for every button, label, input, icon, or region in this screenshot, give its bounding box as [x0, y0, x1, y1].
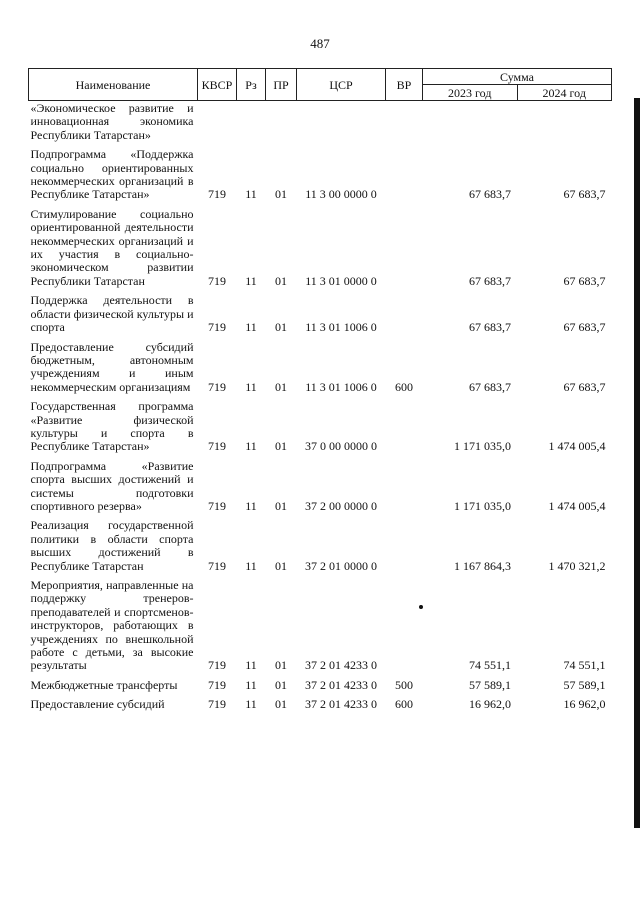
- row-rz: 11: [245, 697, 257, 712]
- row-pr: 01: [275, 273, 287, 288]
- header-pr: ПР: [266, 69, 297, 101]
- row-sum-2023: [423, 101, 518, 149]
- budget-table-container: [28, 68, 612, 718]
- row-sum-2023: 16 962,0: [469, 697, 511, 712]
- table-row: [29, 400, 612, 460]
- row-vr: 600: [395, 697, 413, 712]
- row-vr: [386, 101, 423, 149]
- row-name: Государственная программа «Развитие физической культуры и спорта в Республике Татарстан»: [30, 399, 194, 454]
- row-pr: 01: [275, 320, 287, 335]
- row-sum-2024: 67 683,7: [563, 320, 606, 335]
- row-vr: 600: [395, 379, 413, 394]
- row-name: Межбюджетные трансферты: [30, 677, 178, 692]
- row-sum-2024: 67 683,7: [563, 187, 606, 202]
- row-csr: 37 2 01 0000 0: [305, 558, 377, 573]
- row-sum-2023: 67 683,7: [469, 379, 511, 394]
- row-vr: [386, 148, 423, 208]
- row-rz: 11: [245, 558, 257, 573]
- header-vr: ВР: [386, 69, 423, 101]
- row-sum-2024: 67 683,7: [563, 273, 606, 288]
- row-name: Поддержка деятельности в области физической культуры и спорта: [30, 293, 194, 335]
- table-row: [29, 460, 612, 520]
- row-vr: 500: [395, 677, 413, 692]
- header-kvsr: КВСР: [198, 69, 237, 101]
- header-2024: 2024 год: [517, 85, 612, 101]
- row-pr: [266, 101, 297, 149]
- budget-table: [28, 68, 612, 718]
- row-name: Предоставление субсидий бюджетным, автономным учреждениям и иным некоммерческим организациям: [30, 339, 194, 394]
- row-kvsr: 719: [208, 320, 226, 335]
- table-row: [29, 579, 612, 679]
- row-sum-2024: 1 470 321,2: [548, 558, 606, 573]
- row-kvsr: 719: [208, 439, 226, 454]
- row-vr: [386, 400, 423, 460]
- row-rz: 11: [245, 658, 257, 673]
- row-csr: 11 3 01 1006 0: [305, 379, 377, 394]
- row-sum-2023: 67 683,7: [469, 187, 511, 202]
- row-pr: 01: [275, 697, 287, 712]
- row-pr: 01: [275, 558, 287, 573]
- row-csr: 11 3 01 1006 0: [305, 320, 377, 335]
- row-sum-2024: 1 474 005,4: [548, 498, 606, 513]
- row-name: Мероприятия, направленные на поддержку тренеров-преподавателей и спортсменов-инструкторов, работающих в учреждениях по внешкольной работе с детьми, за высокие результаты: [30, 578, 194, 673]
- row-vr: [386, 460, 423, 520]
- row-csr: 37 2 01 4233 0: [305, 697, 377, 712]
- row-name: Подпрограмма «Поддержка социально ориентированных некоммерческих организаций в Республике Татарстан»: [30, 147, 194, 202]
- table-body: [29, 101, 612, 718]
- row-csr: 11 3 00 0000 0: [305, 187, 377, 202]
- row-sum-2023: 1 167 864,3: [454, 558, 511, 573]
- row-sum-2024: 74 551,1: [563, 658, 606, 673]
- header-2023: 2023 год: [423, 85, 518, 101]
- table-row: [29, 148, 612, 208]
- row-sum-2024: 57 589,1: [563, 677, 606, 692]
- row-rz: 11: [245, 273, 257, 288]
- table-row: [29, 341, 612, 401]
- scan-speck: [419, 605, 423, 609]
- row-sum-2024: 16 962,0: [563, 697, 606, 712]
- row-name: Подпрограмма «Развитие спорта высших достижений и системы подготовки спортивного резерва»: [30, 458, 194, 513]
- header-rz: Рз: [237, 69, 266, 101]
- header-row-1: [29, 69, 612, 85]
- row-kvsr: 719: [208, 273, 226, 288]
- table-row: [29, 679, 612, 698]
- row-rz: 11: [245, 677, 257, 692]
- row-sum-2024: [517, 101, 612, 149]
- table-header: [29, 69, 612, 101]
- header-csr: ЦСР: [297, 69, 386, 101]
- row-pr: 01: [275, 498, 287, 513]
- row-rz: 11: [245, 439, 257, 454]
- row-csr: 11 3 01 0000 0: [305, 273, 377, 288]
- row-name: Реализация государственной политики в области спорта высших достижений в Республике Татарстан: [30, 518, 194, 573]
- table-row: [29, 101, 612, 149]
- row-rz: 11: [245, 498, 257, 513]
- row-sum-2023: 67 683,7: [469, 273, 511, 288]
- table-row: [29, 519, 612, 579]
- header-sum: Сумма: [423, 69, 612, 85]
- row-sum-2023: 1 171 035,0: [454, 498, 511, 513]
- row-sum-2024: 67 683,7: [563, 379, 606, 394]
- row-sum-2023: 74 551,1: [469, 658, 511, 673]
- row-rz: 11: [245, 379, 257, 394]
- row-kvsr: 719: [208, 498, 226, 513]
- row-csr: 37 2 01 4233 0: [305, 677, 377, 692]
- row-sum-2023: 1 171 035,0: [454, 439, 511, 454]
- header-name: Наименование: [29, 69, 198, 101]
- table-row: [29, 294, 612, 340]
- row-kvsr: [198, 101, 237, 149]
- row-vr: [386, 208, 423, 294]
- table-row: [29, 208, 612, 294]
- row-csr: [297, 101, 386, 149]
- row-sum-2023: 57 589,1: [469, 677, 511, 692]
- row-kvsr: 719: [208, 677, 226, 692]
- row-vr: [386, 294, 423, 340]
- row-kvsr: 719: [208, 558, 226, 573]
- row-sum-2024: 1 474 005,4: [548, 439, 606, 454]
- row-csr: 37 0 00 0000 0: [305, 439, 377, 454]
- row-name: Предоставление субсидий: [30, 697, 165, 712]
- row-kvsr: 719: [208, 379, 226, 394]
- table-row: [29, 698, 612, 717]
- row-sum-2023: 67 683,7: [469, 320, 511, 335]
- row-pr: 01: [275, 187, 287, 202]
- row-name: «Экономическое развитие и инновационная экономика Республики Татарстан»: [30, 101, 194, 142]
- row-pr: 01: [275, 677, 287, 692]
- row-kvsr: 719: [208, 187, 226, 202]
- row-rz: 11: [245, 187, 257, 202]
- row-rz: [237, 101, 266, 149]
- row-pr: 01: [275, 658, 287, 673]
- row-vr: [386, 519, 423, 579]
- row-name: Стимулирование социально ориентированной деятельности некоммерческих организаций и их участия в социально-экономическом развитии Республики Татарстан: [30, 206, 194, 288]
- page-number: 487: [310, 36, 330, 51]
- row-kvsr: 719: [208, 697, 226, 712]
- row-kvsr: 719: [208, 658, 226, 673]
- row-csr: 37 2 01 4233 0: [305, 658, 377, 673]
- row-csr: 37 2 00 0000 0: [305, 498, 377, 513]
- row-pr: 01: [275, 379, 287, 394]
- row-vr: [386, 579, 423, 679]
- scan-edge-bar: [634, 98, 640, 828]
- row-rz: 11: [245, 320, 257, 335]
- row-pr: 01: [275, 439, 287, 454]
